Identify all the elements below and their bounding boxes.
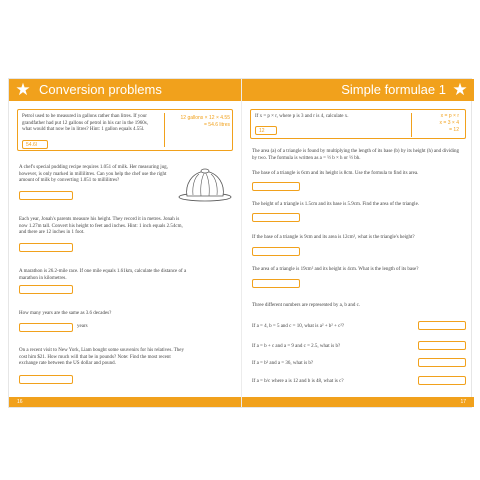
example-question: If x = p × r, where p is 3 and r is 4, calculate x. [255, 114, 349, 119]
question-8: If a = b/c where a is 12 and b is 48, what is c? [252, 379, 344, 384]
answer-box-2[interactable] [19, 243, 73, 252]
answer-box-4[interactable] [252, 279, 300, 288]
star-icon: ★ [15, 80, 31, 100]
star-icon: ★ [452, 80, 468, 100]
example-answer: 54.6l [22, 140, 48, 149]
page-number: 17 [460, 399, 466, 405]
question-3: A marathon is 26.2-mile race. If one mile equals 1.61km, calculate the distance of a marathon in kilometres. [19, 269, 187, 281]
left-footer [9, 397, 241, 407]
question-7: If a = b² and a = 36, what is b? [252, 361, 314, 366]
formula-intro: The area (a) of a triangle is found by multiplying the length of its base (b) by its height (h) and dividing by two. The formula is written as a = ½ b × h or ½ bh. [252, 149, 460, 161]
answer-box-7[interactable] [418, 358, 466, 367]
question-1: A chef's special pudding recipe requires 1.051 of milk. Her measuring jug, however, is only marked in millilitres. Can you help the chef use the right amount of milk by converting 1.051 to millilitres? [19, 165, 168, 184]
workbook-spread [8, 78, 472, 408]
worked-example [17, 109, 233, 151]
worked-example [250, 109, 466, 139]
example-divider [164, 113, 165, 147]
right-banner [242, 79, 474, 101]
question-2: Each year, Jonah's parents measure his height. They record it in metres. Jonah is now 1.27m tall. Convert his height to feet and inches. Hint: 1 inch equals 2.54cm, and there are 12 inches in 1 foot. [19, 217, 183, 236]
left-banner [9, 79, 241, 101]
answer-box-2[interactable] [252, 213, 300, 222]
question-6: If a = b + c and a = 9 and c = 2.5, what is b? [252, 344, 341, 349]
example-work-2: x = 3 × 4 [439, 120, 459, 126]
example-answer: 12 [255, 126, 277, 135]
example-question: Petrol used to be measured in gallons rather than litres. If your grandfather had put 12 gallons of petrol in his car in the 1960s, what would that now be in litres? Hint: 1 gallon equals 4.55l. [22, 114, 148, 133]
example-divider [411, 113, 412, 137]
question-2: The height of a triangle is 1.5cm and its base is 5.9cm. Find the area of the triangle. [252, 202, 420, 207]
question-1: The base of a triangle is 6cm and its height is 8cm. Use the formula to find its area. [252, 171, 419, 176]
example-work-1: 12 gallons × 12 × 4.55 [180, 115, 230, 121]
left-page [9, 79, 241, 407]
answer-box-6[interactable] [418, 341, 466, 350]
years-unit-label: years [77, 324, 88, 329]
answer-box-1[interactable] [19, 191, 73, 200]
jelly-mould-icon [177, 163, 233, 203]
answer-box-8[interactable] [418, 376, 466, 385]
question-4: The area of a triangle is 19cm² and its height is 4cm. What is the length of its base? [252, 267, 419, 272]
question-4: How many years are the same as 3.6 decades? [19, 311, 112, 316]
answer-box-3[interactable] [252, 247, 300, 256]
page-title: Simple formulae 1 [341, 82, 446, 97]
answer-box-5[interactable] [19, 375, 73, 384]
question-5: On a recent visit to New York, Liam bought some souvenirs for his relatives. They cost him $21. How much will that be in pounds? Note: Find the most recent exchange rate between the US dollar and pound. [19, 348, 185, 367]
example-work-3: = 12 [449, 127, 459, 133]
answer-box-3[interactable] [19, 285, 73, 294]
variables-intro: Three different numbers are represented by a, b and c. [252, 303, 361, 308]
right-footer [242, 397, 474, 407]
page-number: 16 [17, 399, 23, 405]
answer-box-5[interactable] [418, 321, 466, 330]
page-title: Conversion problems [39, 82, 162, 97]
right-page [241, 79, 474, 407]
answer-box-4[interactable] [19, 323, 73, 332]
question-5: If a = 4, b = 5 and c = 10, what is a² + b² + c²? [252, 324, 345, 329]
example-work-1: x = p × r [440, 113, 459, 119]
example-work-2: = 54.6 litres [204, 122, 230, 128]
question-3: If the base of a triangle is 9cm and its area is 12cm², what is the triangle's height? [252, 235, 415, 240]
answer-box-1[interactable] [252, 182, 300, 191]
